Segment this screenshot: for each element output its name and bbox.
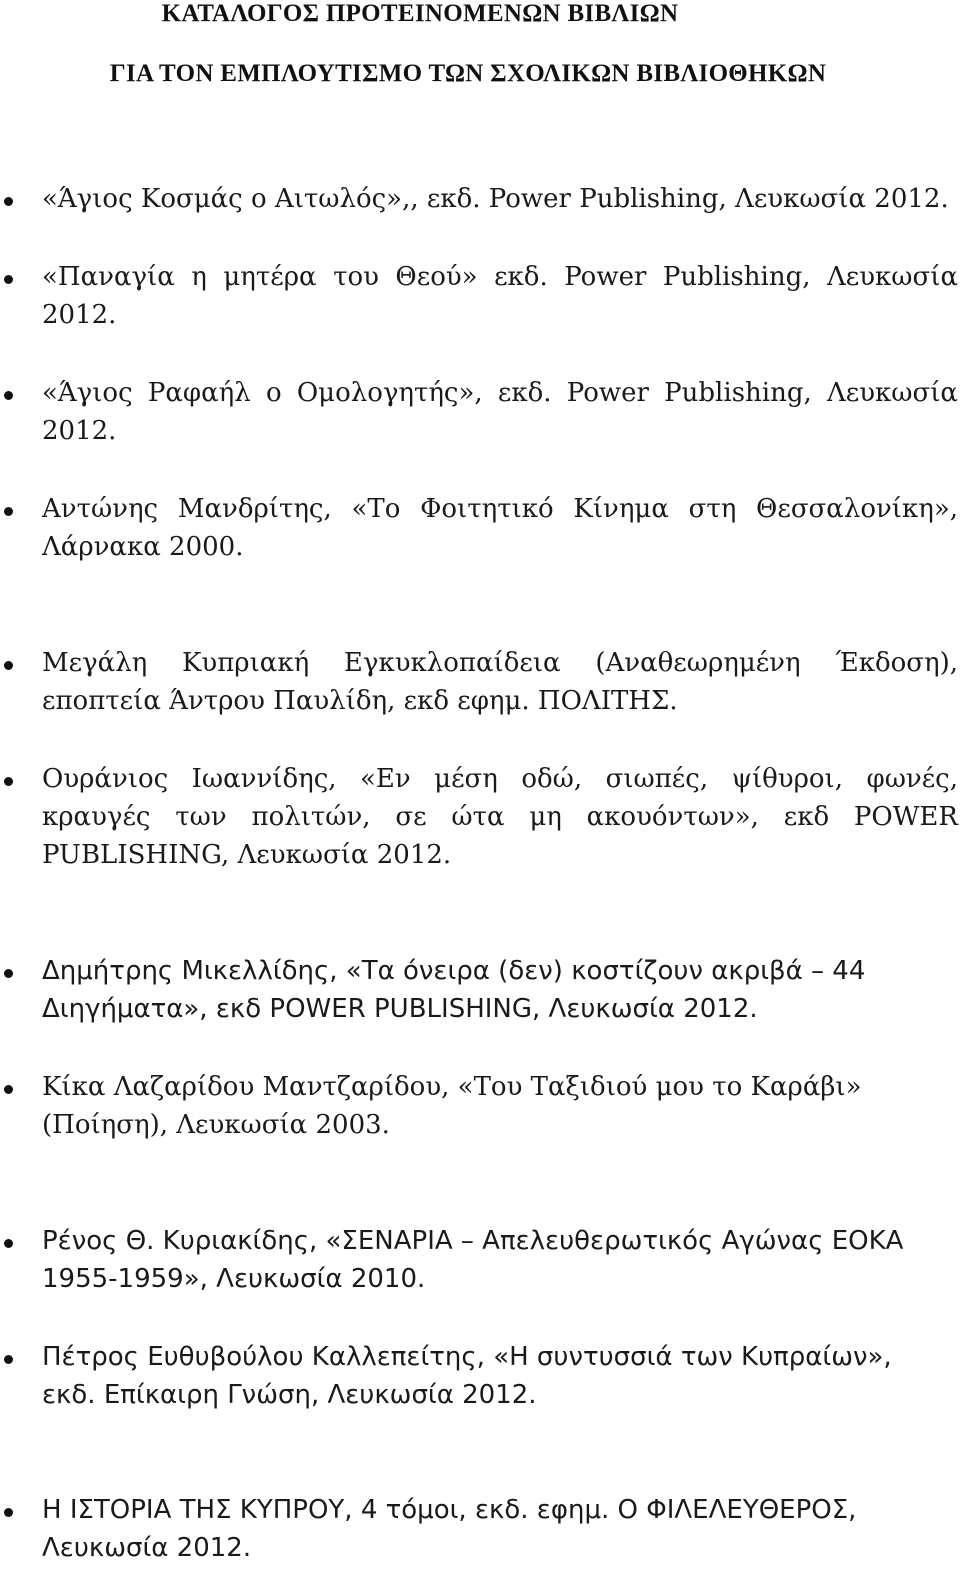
list-item — [0, 1341, 960, 1421]
list-item-text: PUBLISHING, Λευκωσία 2012. — [42, 840, 452, 870]
bullet-icon — [4, 197, 13, 206]
list-item-text: εποπτεία Άντρου Παυλίδη, εκδ εφημ. ΠΟΛΙΤΗΣ. — [42, 686, 678, 716]
bullet-icon — [4, 507, 13, 516]
list-item-text: «Παναγία η μητέρα του Θεού» εκδ. Power Publishing, Λευκωσία — [42, 262, 958, 292]
list-item — [0, 1071, 960, 1151]
list-item-text: 2012. — [42, 416, 117, 446]
page-subtitle: ΓΙΑ ΤΟΝ ΕΜΠΛΟΥΤΙΣΜΟ ΤΩΝ ΣΧΟΛΙΚΩΝ ΒΙΒΛΙΟΘΗΚΩΝ — [109, 60, 827, 87]
list-item — [0, 377, 960, 457]
bullet-icon — [4, 275, 13, 284]
list-item-text: Η ΙΣΤΟΡΙΑ ΤΗΣ ΚΥΠΡΟΥ, 4 τόμοι, εκδ. εφημ. Ο ΦΙΛΕΛΕΥΘΕΡΟΣ, — [42, 1495, 857, 1525]
bullet-icon — [4, 391, 13, 400]
bullet-icon — [4, 1239, 13, 1248]
bullet-icon — [4, 1085, 13, 1094]
list-item — [0, 763, 960, 870]
list-item — [0, 493, 960, 573]
bullet-icon — [4, 777, 13, 786]
list-item-text: εκδ. Επίκαιρη Γνώση, Λευκωσία 2012. — [42, 1380, 537, 1410]
list-item-text: Ουράνιος Ιωαννίδης, «Εν μέση οδώ, σιωπές, ψίθυροι, φωνές, — [42, 764, 958, 794]
list-item-text: Λάρνακα 2000. — [42, 532, 244, 562]
list-item-text: Δημήτρης Μικελλίδης, «Τα όνειρα (δεν) κοστίζουν ακριβά – 44 — [42, 956, 866, 986]
list-item-text: «Άγιος Ραφαήλ ο Ομολογητής», εκδ. Power Publishing, Λευκωσία — [42, 378, 958, 408]
bullet-icon — [4, 1355, 13, 1364]
list-item-text: 1955-1959», Λευκωσία 2010. — [42, 1264, 426, 1294]
list-item — [0, 1225, 960, 1305]
list-item-text: Μεγάλη Κυπριακή Εγκυκλοπαίδεια (Αναθεωρημένη Έκδοση), — [42, 648, 958, 678]
list-item-text: Διηγήματα», εκδ POWER PUBLISHING, Λευκωσία 2012. — [42, 994, 758, 1024]
list-item — [0, 647, 960, 727]
bullet-icon — [4, 1508, 13, 1517]
list-item-text: (Ποίηση), Λευκωσία 2003. — [42, 1110, 390, 1140]
list-item — [0, 1494, 960, 1574]
list-item-text: «Άγιος Κοσμάς ο Αιτωλός»,, εκδ. Power Publishing, Λευκωσία 2012. — [42, 184, 949, 214]
list-item-text: Ρένος Θ. Κυριακίδης, «ΣΕΝΑΡΙΑ – Απελευθερωτικός Αγώνας ΕΟΚΑ — [42, 1226, 904, 1256]
list-item-text: Λευκωσία 2012. — [42, 1533, 252, 1563]
list-item-text: Αντώνης Μανδρίτης, «Το Φοιτητικό Κίνημα στη Θεσσαλονίκη», — [42, 494, 958, 524]
bullet-icon — [4, 969, 13, 978]
list-item — [0, 183, 960, 263]
list-item-text: Πέτρος Ευθυβούλου Καλλεπείτης, «Η συντυσσιά των Κυπραίων», — [42, 1342, 892, 1372]
list-item-text: Κίκα Λαζαρίδου Μαντζαρίδου, «Του Ταξιδιού μου το Καράβι» — [42, 1072, 862, 1102]
list-item — [0, 261, 960, 341]
list-item-text: κραυγές των πολιτών, σε ώτα μη ακουόντων», εκδ POWER — [42, 802, 958, 832]
bullet-icon — [4, 661, 13, 670]
page-title: ΚΑΤΑΛΟΓΟΣ ΠΡΟΤΕΙΝΟΜΕΝΩΝ ΒΙΒΛΙΩΝ — [161, 0, 679, 27]
list-item-text: 2012. — [42, 300, 117, 330]
list-item — [0, 955, 960, 1035]
